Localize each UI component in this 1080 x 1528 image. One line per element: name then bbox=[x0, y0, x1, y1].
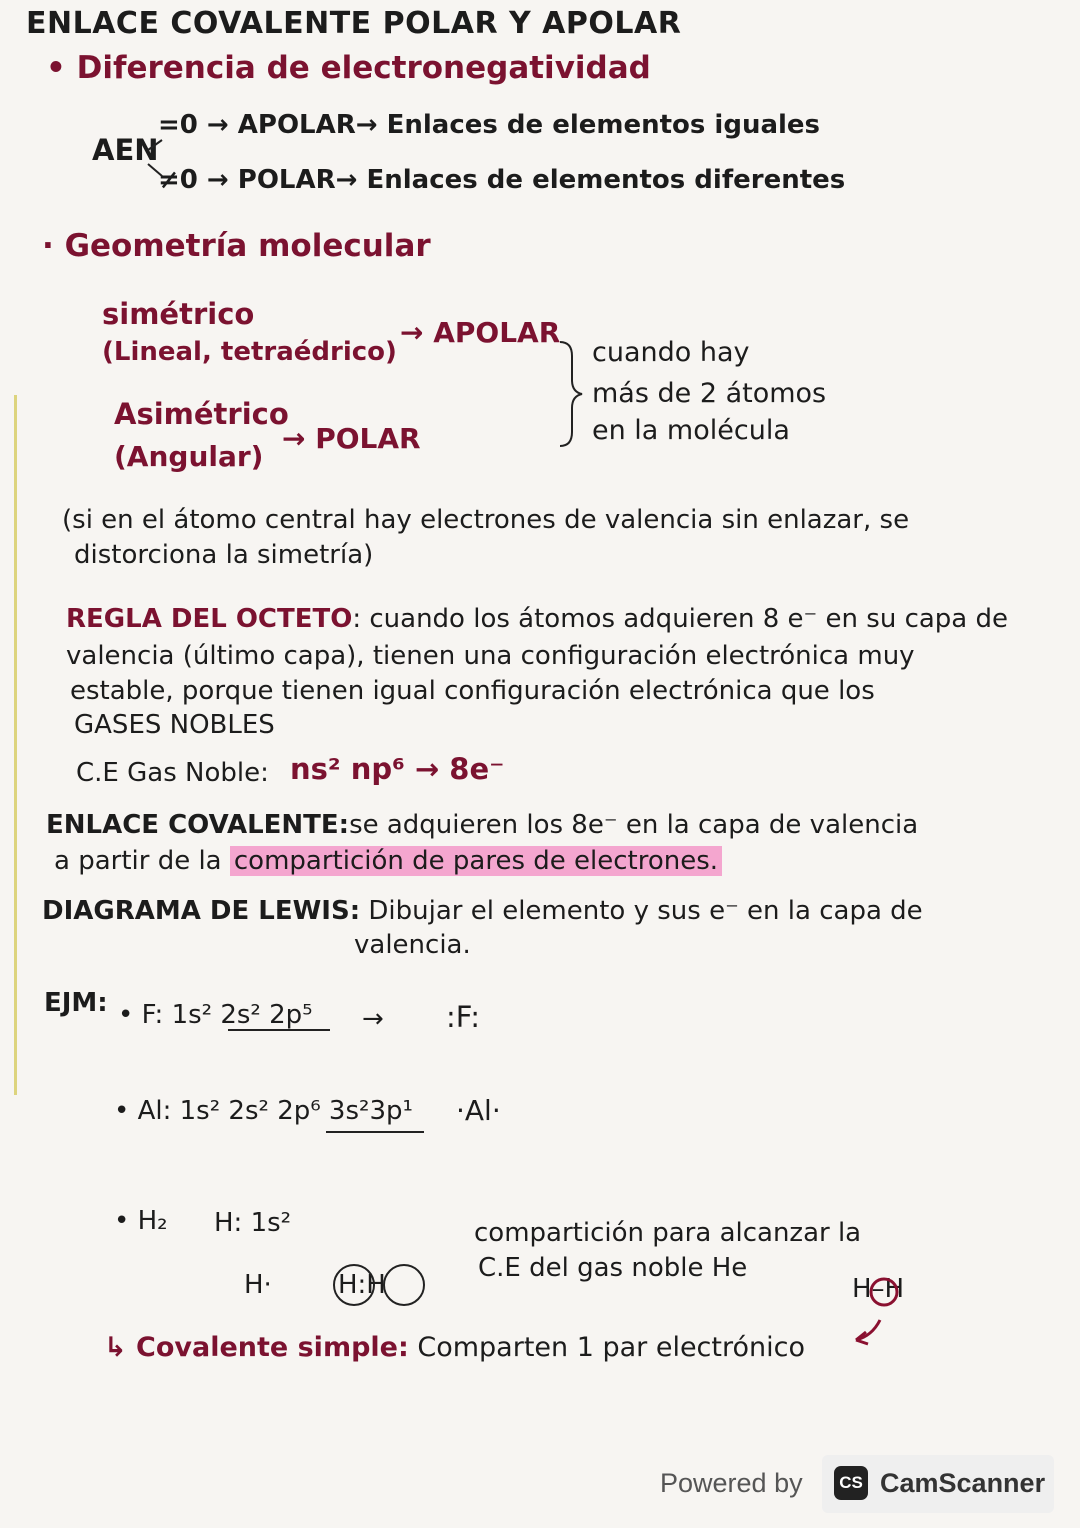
page-title: ENLACE COVALENTE POLAR Y APOLAR bbox=[26, 6, 682, 41]
lewis-text-1: Dibujar el elemento y sus e⁻ en la capa de bbox=[368, 896, 923, 926]
parentesis-linea-2: distorciona la simetría) bbox=[74, 540, 374, 570]
nota-mas-de: más de 2 átomos bbox=[592, 378, 827, 409]
h-nota-2: C.E del gas noble He bbox=[478, 1253, 748, 1283]
h2-label: • H₂ bbox=[114, 1206, 168, 1236]
circle-h-left bbox=[334, 1265, 374, 1305]
f-config: • F: 1s² 2s² 2p⁵ bbox=[118, 1000, 313, 1030]
h-nota-1: compartición para alcanzar la bbox=[474, 1218, 862, 1248]
curly-brace bbox=[560, 342, 582, 446]
simetrico-sub: (Lineal, tetraédrico) bbox=[102, 337, 397, 367]
camscanner-logo-icon: CS bbox=[834, 1466, 868, 1500]
covalente-label: ENLACE COVALENTE: bbox=[46, 810, 350, 840]
camscanner-badge[interactable] bbox=[822, 1455, 1054, 1513]
f-arrow-icon: → bbox=[362, 1004, 384, 1034]
parentesis-linea-1: (si en el átomo central hay electrones de valencia sin enlazar, se bbox=[62, 505, 910, 535]
aen-label: AEN bbox=[92, 133, 159, 167]
apolar-line-text: =0 → APOLAR→ Enlaces de elementos iguales bbox=[158, 110, 821, 140]
heading-geometria: · Geometría molecular bbox=[42, 228, 431, 264]
polar-result: → POLAR bbox=[282, 422, 421, 455]
lewis-label: DIAGRAMA DE LEWIS: bbox=[42, 896, 361, 926]
powered-by-text: Powered by bbox=[660, 1468, 803, 1498]
camscanner-footer bbox=[660, 1460, 1055, 1510]
h-config: H: 1s² bbox=[214, 1208, 292, 1238]
covalente-text-1: se adquieren los 8e⁻ en la capa de valencia bbox=[349, 810, 919, 840]
al-config-text: Al: 1s² 2s² 2p⁶ 3s²3p¹ bbox=[137, 1096, 413, 1126]
branch-stroke-up bbox=[148, 140, 162, 150]
al-config: • Al: 1s² 2s² 2p⁶ 3s²3p¹ bbox=[114, 1096, 413, 1126]
al-lewis: ·Al· bbox=[456, 1094, 501, 1127]
circle-h-right bbox=[384, 1265, 424, 1305]
apolar-result: → APOLAR bbox=[400, 316, 561, 349]
nota-en-la-molecula: en la molécula bbox=[592, 415, 790, 446]
f-config-text: F: 1s² 2s² 2p⁵ bbox=[141, 1000, 313, 1030]
ejm-label: EJM: bbox=[44, 988, 108, 1018]
nota-cuando-hay: cuando hay bbox=[592, 337, 750, 368]
octeto-label: REGLA DEL OCTETO bbox=[66, 604, 353, 634]
simetrico-label: simétrico bbox=[102, 297, 255, 331]
curved-arrow-icon bbox=[856, 1320, 880, 1344]
octeto-line-3: estable, porque tienen igual configuración electrónica que los bbox=[70, 676, 875, 706]
ce-gas-noble-label: C.E Gas Noble: bbox=[76, 758, 269, 788]
covalente-text-2: a partir de la bbox=[54, 846, 222, 876]
f-lewis: :F: bbox=[446, 1000, 480, 1034]
h-pair: H:H bbox=[338, 1270, 386, 1300]
h-dot: H· bbox=[244, 1270, 272, 1300]
asimetrico-label: Asimétrico bbox=[114, 397, 289, 431]
covalente-simple-text: Comparten 1 par electrónico bbox=[417, 1332, 805, 1363]
heading-diferencia: • Diferencia de electronegatividad bbox=[46, 50, 651, 86]
heading-geometria-text: Geometría molecular bbox=[64, 228, 431, 264]
octeto-text-1: : cuando los átomos adquieren 8 e⁻ en su capa de bbox=[352, 604, 1008, 634]
camscanner-brand: CamScanner bbox=[880, 1468, 1046, 1498]
octeto-line-2: valencia (último capa), tienen una configuración electrónica muy bbox=[66, 641, 915, 671]
asimetrico-sub: (Angular) bbox=[114, 440, 264, 473]
covalente-simple-label: ↳ Covalente simple: bbox=[104, 1332, 409, 1363]
hoh: H–H bbox=[852, 1274, 905, 1304]
branch-stroke-down bbox=[148, 164, 162, 176]
heading-diferencia-text: Diferencia de electronegatividad bbox=[76, 50, 651, 86]
hoh-circle bbox=[871, 1279, 897, 1305]
lewis-line-2: valencia. bbox=[354, 930, 471, 960]
octeto-line-4: GASES NOBLES bbox=[74, 710, 275, 740]
ce-gas-noble-value: ns² np⁶ → 8e⁻ bbox=[290, 752, 505, 786]
covalente-highlight: compartición de pares de electrones. bbox=[230, 846, 722, 876]
h2-text: H₂ bbox=[137, 1206, 168, 1236]
polar-line-text: ≠0 → POLAR→ Enlaces de elementos diferentes bbox=[158, 165, 846, 195]
